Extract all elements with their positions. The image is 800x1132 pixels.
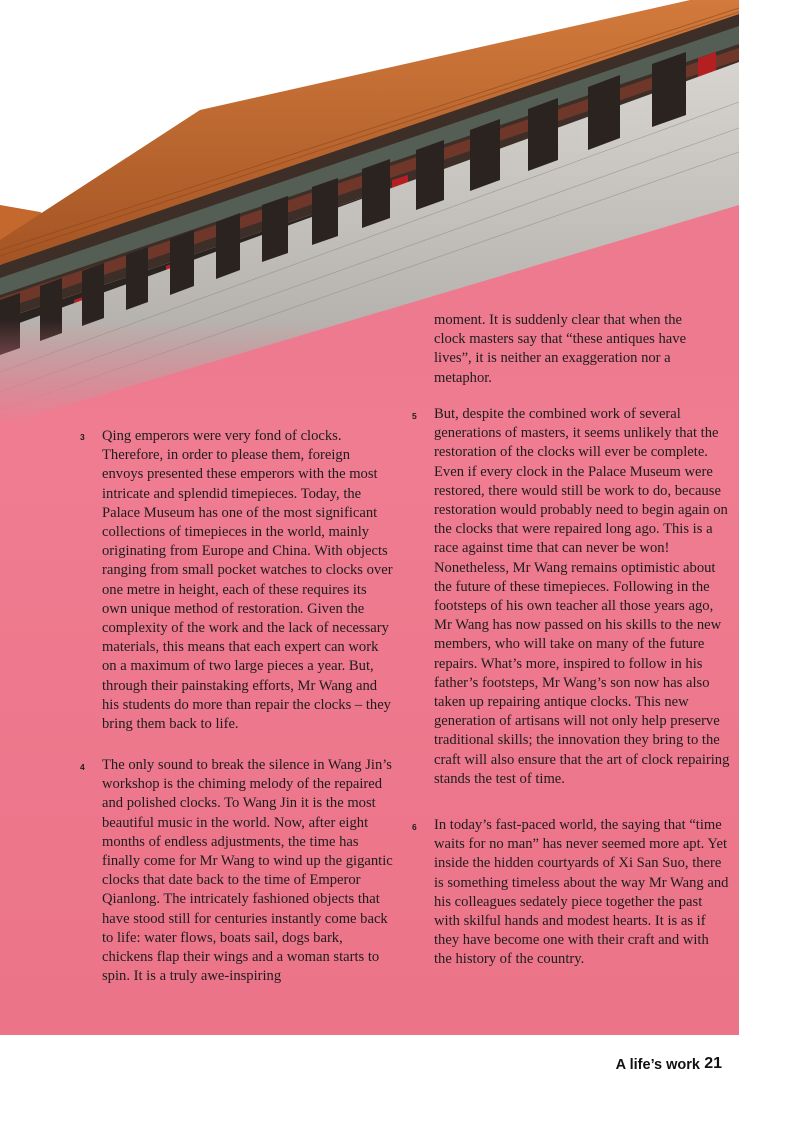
paragraph-4: The only sound to break the silence in Wang Jin’s workshop is the chiming melody of the repaired and polished clocks. To Wang Jin it is the most beautiful music in the world. Now, after eight months of endless adjustments, the time has finally come for Mr Wang to wind up the gigantic clocks that date back to the time of Emperor Qianlong. The intricately fashioned objects that have stood still for centuries instantly come back to life: water flows, boats sail, dogs bark, chickens flap their wings and a woman starts to spin. It is a truly awe-inspiring: [102, 757, 393, 985]
paragraph-3: Qing emperors were very fond of clocks. Therefore, in order to please them, foreign envoys presented these emperors with the most intricate and splendid timepieces. Today, the Palace Museum has one of the most significant collections of timepieces in the world, mainly originating from Europe and China. With objects ranging from small pocket watches to clocks over one metre in height, each of these requires its own unique method of restoration. Given the complexity of the work and the lack of necessary materials, this means that each expert can work on a maximum of two large pieces a year. But, through their painstaking efforts, Mr Wang and his students do more than repair the clocks – they bring them back to life.: [102, 428, 393, 733]
page-number: 21: [704, 1055, 722, 1072]
paragraph-5: But, despite the combined work of several generations of masters, it seems unlikely that the restoration of the clocks will ever be complete. Even if every clock in the Palace Museum were restored, there would still be work to do, because restoration would probably need to begin again on the clocks that were repaired long ago. This is a race against time that can never be won! Nonetheless, Mr Wang remains optimistic about the future of these timepieces. Following in the footsteps of his own teacher all those years ago, Mr Wang has now passed on his skills to the new members, who will take on many of the future repairs. What’s more, inspired to follow in his father’s footsteps, Mr Wang’s son now has also taken up repairing antique clocks. This new generation of artisans will not only help preserve traditional skills; the innovation they bring to the craft will also ensure that the art of clock repairing stands the test of time.: [434, 406, 730, 787]
paragraph-number-5: 5: [412, 411, 417, 421]
paragraph-continued: moment. It is suddenly clear that when the clock masters say that “these antiques have lives”, it is neither an exaggeration nor a metaphor.: [434, 312, 687, 386]
paragraph-number-4: 4: [80, 762, 85, 772]
paragraph-number-3: 3: [80, 432, 85, 442]
paragraph-number-6: 6: [412, 822, 417, 832]
footer-section-title: A life’s work: [615, 1057, 700, 1073]
paragraph-6: In today’s fast-paced world, the saying that “time waits for no man” has never seemed more apt. Yet inside the hidden courtyards of Xi San Suo, there is something timeless about the way Mr Wang and his colleagues sedately piece together the past with skilful hands and modest hearts. It is as if they have become one with their craft and with the history of the country.: [434, 817, 729, 968]
